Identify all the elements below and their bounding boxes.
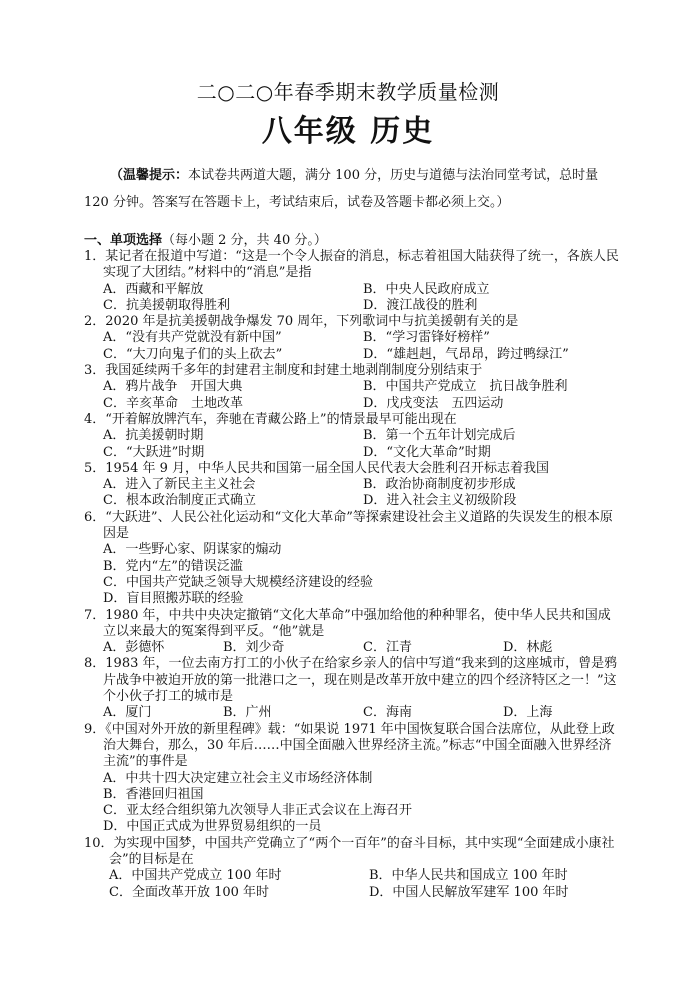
question-5 bbox=[84, 461, 619, 510]
option-a: A．厦门 bbox=[103, 705, 152, 721]
option-d: D．“雄赳赳，气昂昂，跨过鸭绿江” bbox=[363, 346, 569, 362]
question-stem: 我国延续两千多年的封建君主制度和封建土地剥削制度分别结束于 bbox=[105, 363, 483, 379]
option-c: C．“大刀向鬼子们的头上砍去” bbox=[103, 346, 283, 362]
options bbox=[84, 868, 619, 901]
question-text bbox=[84, 836, 619, 869]
question-6 bbox=[84, 510, 619, 608]
question-1 bbox=[84, 249, 619, 314]
options bbox=[84, 379, 619, 412]
option-d: D．“文化大革命”时期 bbox=[363, 444, 491, 460]
option-d: D．中国人民解放军建军 100 年时 bbox=[369, 884, 569, 900]
question-stem: 1954 年 9 月，中华人民共和国第一届全国人民代表大会胜利召开标志着我国 bbox=[105, 460, 550, 476]
options bbox=[84, 428, 619, 461]
option-d: D．戊戌变法 五四运动 bbox=[363, 395, 504, 411]
question-stem: 为实现中国梦，中国共产党确立了“两个一百年”的奋斗目标，其中实现“全面建成小康社会”的目标是在 bbox=[109, 835, 615, 867]
question-text bbox=[84, 608, 619, 641]
option-d: D．上海 bbox=[503, 705, 553, 721]
option-d: D．进入社会主义初级阶段 bbox=[363, 493, 517, 509]
question-text bbox=[84, 314, 619, 330]
option-c: C．亚太经合组织第九次领导人非正式会议在上海召开 bbox=[103, 803, 412, 819]
question-stem: “开着解放牌汽车，奔驰在青藏公路上”的情景最早可能出现在 bbox=[105, 411, 457, 427]
tip-label: （温馨提示： bbox=[110, 168, 189, 183]
section-title: 一、单项选择 bbox=[84, 233, 163, 248]
question-number: 6． bbox=[84, 509, 106, 525]
question-stem: 《中国对外开放的新里程碑》载：“如果说 1971 年中国恢复联合国合法席位，从此登上政治大舞台，那么，30 年后……中国全面融入世界经济主流。”标志“中国全面融入世界经济主流”的事件是 bbox=[103, 721, 615, 770]
exam-title: 二○二○年春季期末教学质量检测 bbox=[196, 80, 500, 104]
question-stem: “大跃进”、人民公社化运动和“文化大革命”等探索建设社会主义道路的失误发生的根本原因是 bbox=[103, 509, 613, 542]
question-7 bbox=[84, 608, 619, 657]
exam-subtitle: 八年级 历史 bbox=[261, 114, 435, 149]
question-number: 7． bbox=[84, 607, 106, 623]
option-b: B．“学习雷锋好榜样” bbox=[363, 330, 490, 346]
question-text bbox=[84, 461, 619, 477]
option-b: B．广州 bbox=[223, 705, 272, 721]
options bbox=[84, 640, 619, 656]
question-stem: 1980 年，中共中央决定撤销“文化大革命”中强加给他的种种罪名，使中华人民共和国成立以来最大的冤案得到平反。“他”就是 bbox=[103, 607, 611, 639]
option-a: A．抗美援朝时期 bbox=[103, 428, 204, 444]
question-number: 8． bbox=[84, 656, 106, 672]
question-number: 10． bbox=[84, 835, 114, 851]
option-c: C．抗美援朝取得胜利 bbox=[103, 297, 230, 313]
question-number: 2． bbox=[84, 314, 106, 330]
question-text bbox=[84, 363, 619, 379]
option-b: B．香港回归祖国 bbox=[103, 786, 204, 802]
option-a: A．进入了新民主主义社会 bbox=[103, 477, 256, 493]
question-10 bbox=[84, 836, 619, 901]
option-c: C．“大跃进”时期 bbox=[103, 444, 205, 460]
option-a: A．中共十四大决定建立社会主义市场经济体制 bbox=[103, 770, 373, 786]
question-list bbox=[84, 249, 619, 901]
option-c: C．海南 bbox=[363, 705, 412, 721]
option-c: C．根本政治制度正式确立 bbox=[103, 493, 256, 509]
question-stem: 2020 年是抗美援朝战争爆发 70 周年，下列歌词中与抗美援朝有关的是 bbox=[105, 314, 519, 330]
options bbox=[84, 282, 619, 315]
options bbox=[84, 705, 619, 721]
question-number: 1． bbox=[84, 249, 106, 264]
question-text bbox=[84, 249, 619, 282]
option-a: A．彭德怀 bbox=[103, 640, 165, 656]
option-b: B．中华人民共和国成立 100 年时 bbox=[369, 868, 568, 884]
section-note: （每小题 2 分，共 40 分。） bbox=[162, 233, 327, 248]
option-b: B．第一个五年计划完成后 bbox=[363, 428, 516, 444]
option-b: B．中国共产党成立 抗日战争胜利 bbox=[363, 379, 568, 395]
question-3 bbox=[84, 363, 619, 412]
options bbox=[84, 542, 619, 607]
option-c: C．辛亥革命 土地改革 bbox=[103, 395, 243, 411]
question-text bbox=[84, 656, 619, 705]
option-d: D．渡江战役的胜利 bbox=[363, 297, 478, 313]
question-stem: 1983 年，一位去南方打工的小伙子在给家乡亲人的信中写道“我来到的这座城市，曾是鸦片战争中被迫开放的第一批港口之一，现在则是改革开放中建立的四个经济特区之一！”这个小伙子打工的城市是 bbox=[103, 656, 618, 705]
tip-text: 本试卷共两道大题，满分 100 分，历史与道德与法治同堂考试，总时量 120 分钟。答案写在答题卡上，考试结束后，试卷及答题卡都必须上交。） bbox=[84, 168, 599, 210]
options bbox=[84, 771, 619, 836]
option-a: A．“没有共产党就没有新中国” bbox=[103, 330, 282, 346]
question-text bbox=[84, 510, 619, 543]
question-4 bbox=[84, 412, 619, 461]
question-8 bbox=[84, 656, 619, 721]
option-b: B．刘少奇 bbox=[223, 640, 285, 656]
question-text bbox=[84, 412, 619, 428]
option-c: C．中国共产党缺乏领导大规模经济建设的经验 bbox=[103, 574, 373, 590]
option-c: C．全面改革开放 100 年时 bbox=[109, 884, 270, 900]
exam-tip bbox=[84, 162, 614, 216]
option-b: B．党内“左”的错误泛滥 bbox=[103, 558, 243, 574]
section-header bbox=[84, 232, 327, 250]
option-a: A．一些野心家、阴谋家的煽动 bbox=[103, 542, 282, 558]
option-b: B．政治协商制度初步形成 bbox=[363, 477, 516, 493]
option-a: A．中国共产党成立 100 年时 bbox=[109, 868, 282, 884]
option-b: B．中央人民政府成立 bbox=[363, 281, 490, 297]
question-text bbox=[84, 722, 619, 771]
option-c: C．江青 bbox=[363, 640, 412, 656]
option-d: D．林彪 bbox=[503, 640, 553, 656]
option-a: A．西藏和平解放 bbox=[103, 281, 204, 297]
question-9 bbox=[84, 722, 619, 836]
options bbox=[84, 330, 619, 363]
question-number: 9． bbox=[84, 721, 106, 737]
question-number: 5． bbox=[84, 460, 106, 476]
question-stem: 某记者在报道中写道：“这是一个令人振奋的消息，标志着祖国大陆获得了统一，各族人民实现了大团结。”材料中的“消息”是指 bbox=[103, 249, 619, 281]
option-d: D．盲目照搬苏联的经验 bbox=[103, 591, 244, 607]
question-number: 4． bbox=[84, 411, 106, 427]
option-a: A．鸦片战争 开国大典 bbox=[103, 379, 243, 395]
option-d: D．中国正式成为世界贸易组织的一员 bbox=[103, 819, 322, 835]
options bbox=[84, 477, 619, 510]
question-2 bbox=[84, 314, 619, 363]
question-number: 3． bbox=[84, 363, 106, 379]
